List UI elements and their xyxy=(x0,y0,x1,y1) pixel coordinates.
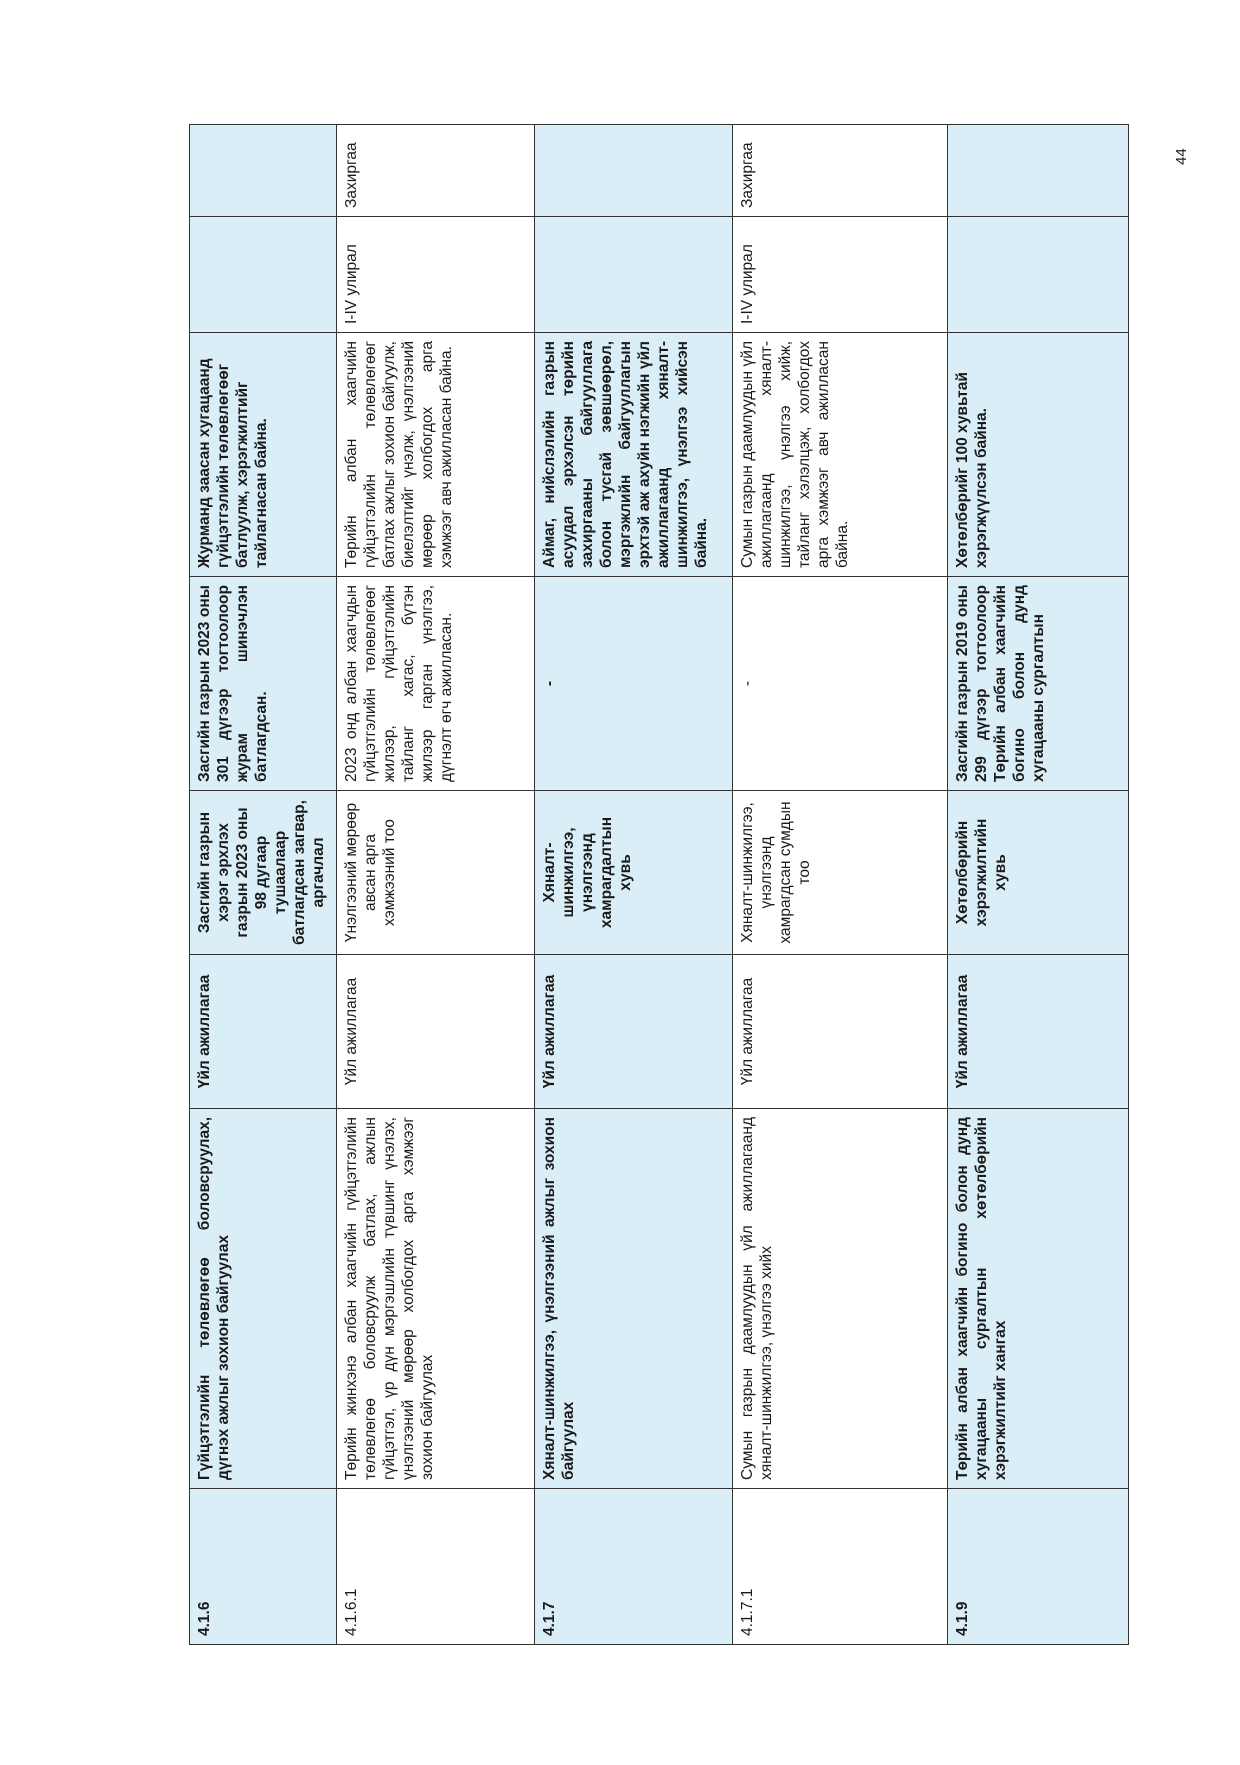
row-code: 4.1.6 xyxy=(190,1489,337,1645)
row-responsible xyxy=(948,125,1129,217)
row-baseline: Засгийн газрын 2019 оны 299 дүгээр тогтоолоор Төрийн албан хаагчийн богино болон дунд хугацааны сургалтын xyxy=(948,577,1129,791)
row-period: I-IV улирал xyxy=(733,217,948,333)
row-code: 4.1.6.1 xyxy=(337,1489,535,1645)
row-type: Үйл ажиллагаа xyxy=(337,955,535,1109)
row-activity: Гүйцэтгэлийн төлөвлөгөө боловсруулах, дүгнэх ажлыг зохион байгуулах xyxy=(190,1109,337,1489)
row-target: Төрийн албан хаагчийн гүйцэтгэлийн төлөвлөгөөг батлах ажлыг зохион байгуулж, биелэлтийг үнэлж, үнэлгээний мөрөөр холбогдох арга хэмжээг авч ажилласан байна. xyxy=(337,333,535,577)
row-period xyxy=(535,217,733,333)
page-number: 44 xyxy=(1173,148,1190,165)
table-row xyxy=(535,125,733,1645)
row-activity: Сумын газрын даамлуудын үйл ажиллагаанд хяналт-шинжилгээ, үнэлгээ хийх xyxy=(733,1109,948,1489)
row-indicator: Хөтөлбөрийн хэрэгжилтийн хувь xyxy=(948,791,1129,955)
row-period: I-IV улирал xyxy=(337,217,535,333)
row-responsible xyxy=(190,125,337,217)
row-activity: Төрийн албан хаагчийн богино болон дунд хугацааны сургалтын хөтөлбөрийн хэрэгжилтийг хангах xyxy=(948,1109,1129,1489)
row-target: Аймаг, нийслэлийн газрын асуудал эрхэлсэн төрийн захиргааны байгууллага болон тусгай зөвшөөрөл, мэргэжлийн байгууллагын эрхтэй аж ахуйн нэгжийн үйл ажиллагаанд хяналт-шинжилгээ, үнэлгээ хийсэн байна. xyxy=(535,333,733,577)
row-target: Журманд заасан хугацаанд гүйцэтгэлийн төлөвлөгөөг батлуулж, хэрэгжилтийг тайлагнасан байна. xyxy=(190,333,337,577)
table-row xyxy=(337,125,535,1645)
row-baseline: 2023 онд албан хаагчдын гүйцэтгэлийн төлөвлөгөөг жилээр, гүйцэтгэлийн тайланг хагас, бүтэн жилээр гарган үнэлгээ, дүгнэлт өгч ажилласан. xyxy=(337,577,535,791)
row-indicator: Хяналт-шинжилгээ, үнэлгээнд хамрагдалтын хувь xyxy=(535,791,733,955)
table-row xyxy=(190,125,337,1645)
plan-table xyxy=(189,124,1129,1645)
row-period xyxy=(190,217,337,333)
row-code: 4.1.7.1 xyxy=(733,1489,948,1645)
row-code: 4.1.9 xyxy=(948,1489,1129,1645)
table-row xyxy=(733,125,948,1645)
row-type: Үйл ажиллагаа xyxy=(948,955,1129,1109)
row-responsible xyxy=(535,125,733,217)
row-target: Сумын газрын даамлуудын үйл ажиллагаанд хяналт-шинжилгээ, үнэлгээ хийж, тайланг хэлэлцэж, холбогдох арга хэмжээг авч ажилласан байна. xyxy=(733,333,948,577)
row-type: Үйл ажиллагаа xyxy=(535,955,733,1109)
row-code: 4.1.7 xyxy=(535,1489,733,1645)
row-baseline: Засгийн газрын 2023 оны 301 дүгээр тогтоолоор журам шинэчлэн батлагдсан. xyxy=(190,577,337,791)
row-period xyxy=(948,217,1129,333)
table-row xyxy=(948,125,1129,1645)
rotated-table-sheet xyxy=(189,125,1128,1645)
row-baseline: - xyxy=(733,577,948,791)
row-type: Үйл ажиллагаа xyxy=(190,955,337,1109)
row-target: Хөтөлбөрийг 100 хувьтай хэрэгжүүлсэн байна. xyxy=(948,333,1129,577)
row-activity: Хяналт-шинжилгээ, үнэлгээний ажлыг зохион байгуулах xyxy=(535,1109,733,1489)
row-baseline: - xyxy=(535,577,733,791)
row-indicator: Хяналт-шинжилгээ, үнэлгээнд хамрагдсан сумдын тоо xyxy=(733,791,948,955)
row-responsible: Захиргаа xyxy=(733,125,948,217)
row-indicator: Засгийн газрын хэрэг эрхлэх газрын 2023 оны 98 дугаар тушаалаар батлагдсан загвар, аргачлал xyxy=(190,791,337,955)
row-indicator: Үнэлгээний мөрөөр авсан арга хэмжээний тоо xyxy=(337,791,535,955)
row-type: Үйл ажиллагаа xyxy=(733,955,948,1109)
row-responsible: Захиргаа xyxy=(337,125,535,217)
row-activity: Төрийн жинхэнэ албан хаагчийн гүйцэтгэлийн төлөвлөгөө боловсруулж батлах, ажлын гүйцэтгэл, үр дүн мэргэшлийн түвшинг үнэлэх, үнэлгээний мөрөөр холбогдох арга хэмжээг зохион байгуулах xyxy=(337,1109,535,1489)
